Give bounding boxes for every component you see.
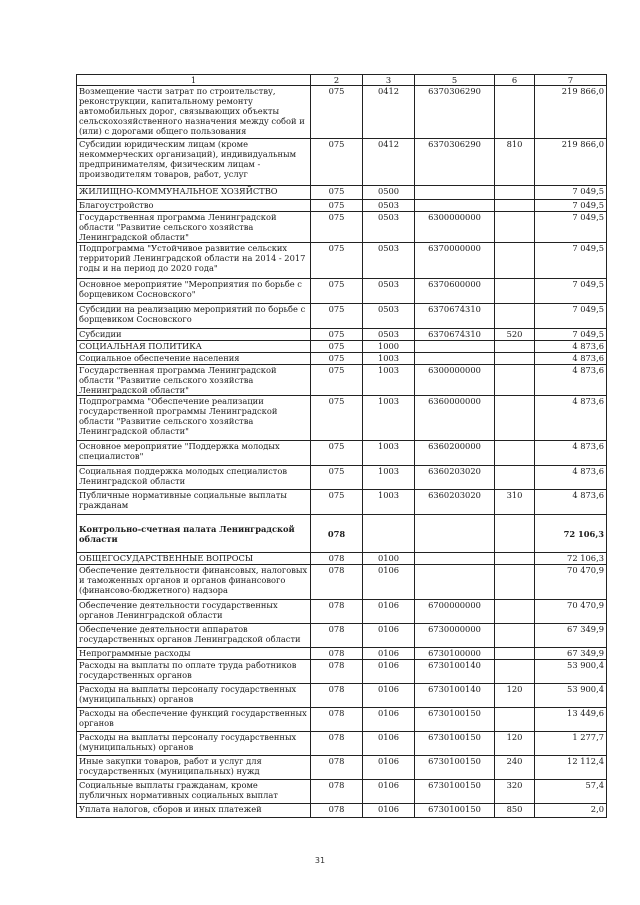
row-section-cell: 0503 <box>363 212 415 243</box>
row-gp-cell: 078 <box>311 732 363 756</box>
row-type-cell <box>495 624 535 648</box>
row-target-cell: 6370306290 <box>415 139 495 186</box>
header-cell: 6 <box>495 75 535 86</box>
row-target-cell: 6370600000 <box>415 279 495 304</box>
table-row <box>77 565 607 600</box>
table-row <box>77 804 607 818</box>
row-section-cell: 0106 <box>363 648 415 660</box>
row-section-cell: 0106 <box>363 756 415 780</box>
row-type-cell: 850 <box>495 804 535 818</box>
row-target-cell: 6360000000 <box>415 396 495 441</box>
row-section-cell: 0412 <box>363 139 415 186</box>
row-section-cell: 1003 <box>363 466 415 490</box>
table-row <box>77 212 607 243</box>
table-row <box>77 243 607 279</box>
row-sum-cell: 7 049,5 <box>535 243 607 279</box>
row-name-cell: Расходы на выплаты персоналу государственных (муниципальных) органов <box>77 732 311 756</box>
row-gp-cell: 078 <box>311 624 363 648</box>
row-name-cell: Субсидии на реализацию мероприятий по борьбе с борщевиком Сосновского <box>77 304 311 329</box>
row-type-cell: 120 <box>495 684 535 708</box>
row-sum-cell: 7 049,5 <box>535 212 607 243</box>
page-number: 31 <box>314 856 326 865</box>
row-sum-cell: 7 049,5 <box>535 304 607 329</box>
row-target-cell: 6730100150 <box>415 780 495 804</box>
row-name-cell: Основное мероприятие "Поддержка молодых специалистов" <box>77 441 311 466</box>
row-target-cell: 6360203020 <box>415 466 495 490</box>
row-gp-cell: 075 <box>311 466 363 490</box>
row-sum-cell: 4 873,6 <box>535 396 607 441</box>
row-section-cell: 1003 <box>363 441 415 466</box>
row-sum-cell: 53 900,4 <box>535 660 607 684</box>
row-gp-cell: 078 <box>311 780 363 804</box>
row-type-cell <box>495 200 535 212</box>
row-section-cell: 0412 <box>363 86 415 139</box>
table-row <box>77 684 607 708</box>
row-section-cell: 0503 <box>363 200 415 212</box>
row-target-cell: 6730100150 <box>415 756 495 780</box>
table-row <box>77 200 607 212</box>
row-name-cell: Уплата налогов, сборов и иных платежей <box>77 804 311 818</box>
row-sum-cell: 53 900,4 <box>535 684 607 708</box>
row-sum-cell: 13 449,6 <box>535 708 607 732</box>
row-name-cell: Расходы на выплаты по оплате труда работников государственных органов <box>77 660 311 684</box>
row-target-cell <box>415 353 495 365</box>
row-target-cell <box>415 553 495 565</box>
table-row <box>77 341 607 353</box>
row-type-cell <box>495 353 535 365</box>
row-target-cell: 6370674310 <box>415 329 495 341</box>
table-row <box>77 490 607 515</box>
row-type-cell <box>495 466 535 490</box>
row-section-cell: 0106 <box>363 565 415 600</box>
row-name-cell: СОЦИАЛЬНАЯ ПОЛИТИКА <box>77 341 311 353</box>
row-type-cell <box>495 565 535 600</box>
row-target-cell: 6360203020 <box>415 490 495 515</box>
row-sum-cell: 7 049,5 <box>535 279 607 304</box>
row-sum-cell: 70 470,9 <box>535 565 607 600</box>
table-row <box>77 441 607 466</box>
row-target-cell: 6300000000 <box>415 212 495 243</box>
row-sum-cell: 7 049,5 <box>535 186 607 200</box>
row-name-cell: Контрольно-счетная палата Ленинградской области <box>77 515 311 553</box>
row-name-cell: Возмещение части затрат по строительству, реконструкции, капитальному ремонту автомобильных дорог, связывающих объекты сельскохозяйственного назначения между собой и (или) с дорогами общего пользования <box>77 86 311 139</box>
row-gp-cell: 075 <box>311 396 363 441</box>
row-target-cell: 6730100150 <box>415 708 495 732</box>
row-type-cell <box>495 515 535 553</box>
row-target-cell: 6370000000 <box>415 243 495 279</box>
row-type-cell <box>495 279 535 304</box>
row-name-cell: Расходы на обеспечение функций государственных органов <box>77 708 311 732</box>
row-sum-cell: 7 049,5 <box>535 200 607 212</box>
row-gp-cell: 075 <box>311 304 363 329</box>
row-gp-cell: 078 <box>311 565 363 600</box>
table-row <box>77 139 607 186</box>
row-target-cell: 6730100000 <box>415 648 495 660</box>
table-row <box>77 780 607 804</box>
row-sum-cell: 2,0 <box>535 804 607 818</box>
table-row <box>77 186 607 200</box>
row-gp-cell: 078 <box>311 515 363 553</box>
row-sum-cell: 12 112,4 <box>535 756 607 780</box>
row-type-cell: 240 <box>495 756 535 780</box>
row-section-cell: 1000 <box>363 341 415 353</box>
row-type-cell <box>495 365 535 396</box>
header-cell: 2 <box>311 75 363 86</box>
row-sum-cell: 4 873,6 <box>535 466 607 490</box>
row-gp-cell: 078 <box>311 648 363 660</box>
table-row <box>77 515 607 553</box>
row-sum-cell: 67 349,9 <box>535 624 607 648</box>
row-name-cell: Социальная поддержка молодых специалистов Ленинградской области <box>77 466 311 490</box>
row-target-cell: 6360200000 <box>415 441 495 466</box>
row-sum-cell: 72 106,3 <box>535 553 607 565</box>
row-section-cell: 0106 <box>363 600 415 624</box>
row-gp-cell: 075 <box>311 353 363 365</box>
row-gp-cell: 075 <box>311 139 363 186</box>
row-name-cell: Социальное обеспечение населения <box>77 353 311 365</box>
row-type-cell <box>495 553 535 565</box>
row-target-cell: 6730100140 <box>415 684 495 708</box>
row-sum-cell: 4 873,6 <box>535 341 607 353</box>
row-section-cell: 0503 <box>363 279 415 304</box>
row-target-cell: 6730000000 <box>415 624 495 648</box>
row-section-cell: 0106 <box>363 624 415 648</box>
row-target-cell: 6370674310 <box>415 304 495 329</box>
row-name-cell: Государственная программа Ленинградской области "Развитие сельского хозяйства Ленинградской области" <box>77 365 311 396</box>
row-gp-cell: 075 <box>311 212 363 243</box>
row-target-cell <box>415 565 495 600</box>
row-type-cell <box>495 304 535 329</box>
row-target-cell: 6730100150 <box>415 732 495 756</box>
row-gp-cell: 075 <box>311 341 363 353</box>
row-type-cell <box>495 441 535 466</box>
table-row <box>77 756 607 780</box>
row-name-cell: Социальные выплаты гражданам, кроме публичных нормативных социальных выплат <box>77 780 311 804</box>
table-row <box>77 396 607 441</box>
row-target-cell: 6730100140 <box>415 660 495 684</box>
row-type-cell: 520 <box>495 329 535 341</box>
row-name-cell: Основное мероприятие "Мероприятия по борьбе с борщевиком Сосновского" <box>77 279 311 304</box>
row-gp-cell: 075 <box>311 186 363 200</box>
row-section-cell: 0503 <box>363 329 415 341</box>
row-sum-cell: 219 866,0 <box>535 86 607 139</box>
row-type-cell <box>495 341 535 353</box>
row-gp-cell: 078 <box>311 708 363 732</box>
table-row <box>77 600 607 624</box>
row-target-cell: 6370306290 <box>415 86 495 139</box>
row-sum-cell: 4 873,6 <box>535 441 607 466</box>
row-section-cell: 0106 <box>363 780 415 804</box>
row-gp-cell: 075 <box>311 86 363 139</box>
row-type-cell: 320 <box>495 780 535 804</box>
row-sum-cell: 72 106,3 <box>535 515 607 553</box>
row-section-cell: 0503 <box>363 243 415 279</box>
row-sum-cell: 4 873,6 <box>535 490 607 515</box>
table-row <box>77 466 607 490</box>
row-target-cell <box>415 200 495 212</box>
row-type-cell <box>495 600 535 624</box>
header-cell: 5 <box>415 75 495 86</box>
header-cell: 1 <box>77 75 311 86</box>
row-sum-cell: 57,4 <box>535 780 607 804</box>
row-gp-cell: 075 <box>311 441 363 466</box>
row-type-cell <box>495 648 535 660</box>
row-sum-cell: 4 873,6 <box>535 353 607 365</box>
table-row <box>77 279 607 304</box>
row-gp-cell: 078 <box>311 600 363 624</box>
row-section-cell: 0106 <box>363 684 415 708</box>
table-row <box>77 329 607 341</box>
row-type-cell: 120 <box>495 732 535 756</box>
row-section-cell: 1003 <box>363 353 415 365</box>
row-sum-cell: 67 349,9 <box>535 648 607 660</box>
row-name-cell: Обеспечение деятельности финансовых, налоговых и таможенных органов и органов финансового (финансово-бюджетного) надзора <box>77 565 311 600</box>
row-gp-cell: 075 <box>311 329 363 341</box>
row-section-cell: 0100 <box>363 553 415 565</box>
header-cell: 7 <box>535 75 607 86</box>
row-name-cell: Субсидии <box>77 329 311 341</box>
row-gp-cell: 078 <box>311 804 363 818</box>
row-section-cell: 1003 <box>363 365 415 396</box>
row-gp-cell: 075 <box>311 365 363 396</box>
row-name-cell: Публичные нормативные социальные выплаты гражданам <box>77 490 311 515</box>
row-target-cell <box>415 341 495 353</box>
row-name-cell: Расходы на выплаты персоналу государственных (муниципальных) органов <box>77 684 311 708</box>
row-type-cell: 810 <box>495 139 535 186</box>
table-row <box>77 553 607 565</box>
table-row <box>77 304 607 329</box>
row-target-cell <box>415 515 495 553</box>
budget-table <box>76 74 607 818</box>
row-gp-cell: 075 <box>311 279 363 304</box>
row-type-cell <box>495 396 535 441</box>
row-name-cell: Иные закупки товаров, работ и услуг для государственных (муниципальных) нужд <box>77 756 311 780</box>
table-row <box>77 648 607 660</box>
row-type-cell: 310 <box>495 490 535 515</box>
row-name-cell: Государственная программа Ленинградской области "Развитие сельского хозяйства Ленинградской области" <box>77 212 311 243</box>
header-cell: 3 <box>363 75 415 86</box>
row-type-cell <box>495 243 535 279</box>
row-section-cell: 0500 <box>363 186 415 200</box>
row-sum-cell: 70 470,9 <box>535 600 607 624</box>
row-name-cell: Подпрограмма "Обеспечение реализации государственной программы Ленинградской области "Развитие сельского хозяйства Ленинградской области" <box>77 396 311 441</box>
table-row <box>77 624 607 648</box>
row-name-cell: Подпрограмма "Устойчивое развитие сельских территорий Ленинградской области на 2014 - 2017 годы и на период до 2020 года" <box>77 243 311 279</box>
row-section-cell: 0106 <box>363 660 415 684</box>
row-gp-cell: 075 <box>311 200 363 212</box>
row-gp-cell: 078 <box>311 684 363 708</box>
row-sum-cell: 7 049,5 <box>535 329 607 341</box>
row-section-cell: 0106 <box>363 732 415 756</box>
table-header-row <box>77 75 607 86</box>
row-type-cell <box>495 660 535 684</box>
row-section-cell: 0503 <box>363 304 415 329</box>
row-gp-cell: 075 <box>311 490 363 515</box>
row-target-cell: 6300000000 <box>415 365 495 396</box>
row-name-cell: Обеспечение деятельности аппаратов государственных органов Ленинградской области <box>77 624 311 648</box>
row-name-cell: Непрограммные расходы <box>77 648 311 660</box>
row-section-cell: 1003 <box>363 490 415 515</box>
row-name-cell: Субсидии юридическим лицам (кроме некоммерческих организаций), индивидуальным предпринимателям, физическим лицам - производителям товаров, работ, услуг <box>77 139 311 186</box>
row-type-cell <box>495 708 535 732</box>
table-row <box>77 708 607 732</box>
row-section-cell <box>363 515 415 553</box>
row-gp-cell: 075 <box>311 243 363 279</box>
table-row <box>77 353 607 365</box>
row-sum-cell: 4 873,6 <box>535 365 607 396</box>
row-section-cell: 0106 <box>363 804 415 818</box>
row-sum-cell: 219 866,0 <box>535 139 607 186</box>
row-section-cell: 1003 <box>363 396 415 441</box>
row-gp-cell: 078 <box>311 553 363 565</box>
row-sum-cell: 1 277,7 <box>535 732 607 756</box>
row-target-cell: 6700000000 <box>415 600 495 624</box>
row-type-cell <box>495 186 535 200</box>
table-row <box>77 86 607 139</box>
table-row <box>77 660 607 684</box>
row-name-cell: Обеспечение деятельности государственных органов Ленинградской области <box>77 600 311 624</box>
row-name-cell: ЖИЛИЩНО-КОММУНАЛЬНОЕ ХОЗЯЙСТВО <box>77 186 311 200</box>
row-name-cell: Благоустройство <box>77 200 311 212</box>
row-gp-cell: 078 <box>311 756 363 780</box>
row-type-cell <box>495 212 535 243</box>
row-type-cell <box>495 86 535 139</box>
row-section-cell: 0106 <box>363 708 415 732</box>
table-row <box>77 732 607 756</box>
row-target-cell: 6730100150 <box>415 804 495 818</box>
table-row <box>77 365 607 396</box>
row-name-cell: ОБЩЕГОСУДАРСТВЕННЫЕ ВОПРОСЫ <box>77 553 311 565</box>
row-gp-cell: 078 <box>311 660 363 684</box>
row-target-cell <box>415 186 495 200</box>
